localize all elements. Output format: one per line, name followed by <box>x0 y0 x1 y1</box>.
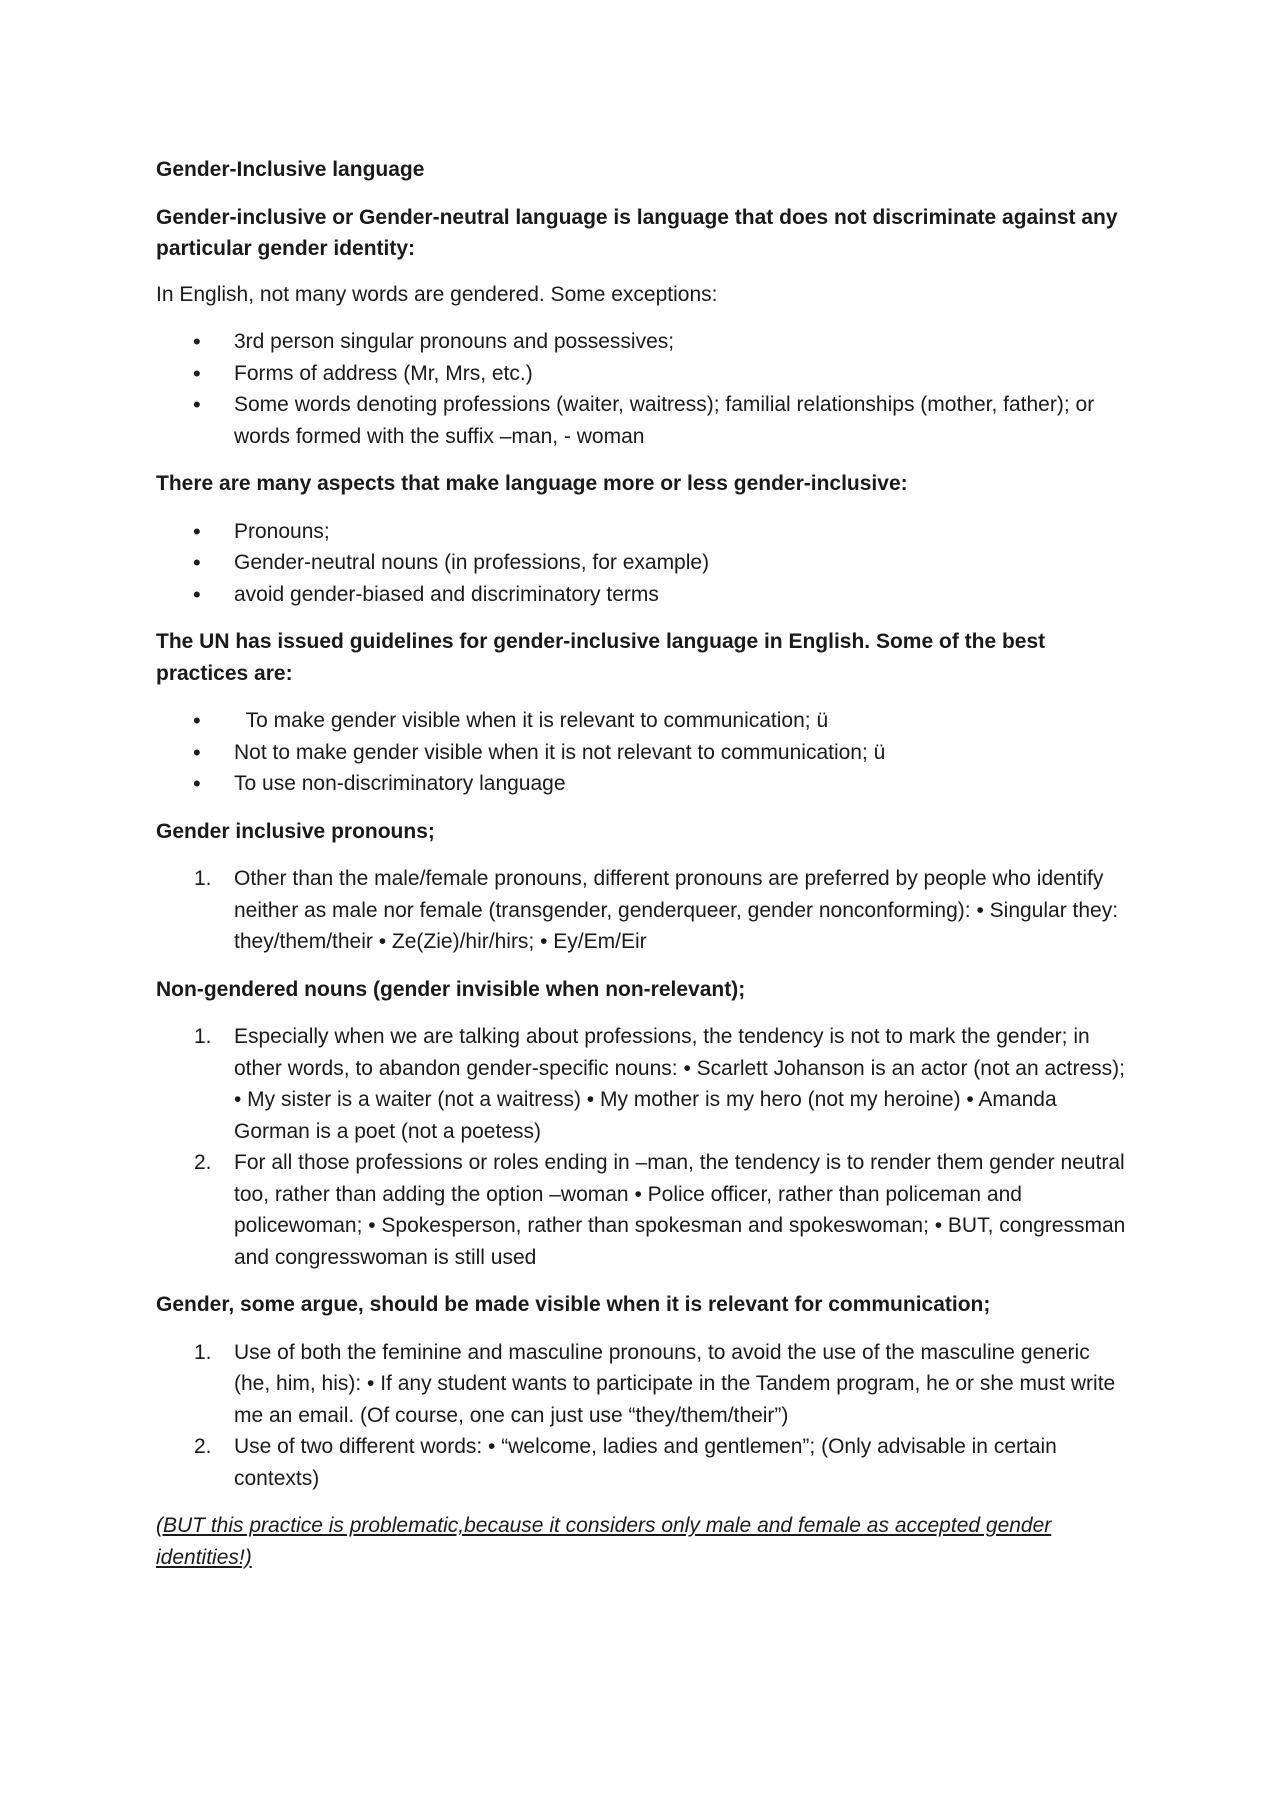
list-item: • Gender-neutral nouns (in professions, for example) <box>156 547 1131 579</box>
bullet-marker: • <box>193 739 201 765</box>
bullet-marker: • <box>193 392 201 417</box>
bullet-marker: • <box>193 581 201 607</box>
document-page <box>156 154 1131 1573</box>
exceptions-list <box>156 326 1131 452</box>
list-item: 1. Especially when we are talking about professions, the tendency is not to mark the gender; in other words, to abandon gender-specific nouns: • Scarlett Johanson is an actor (not an actress); • My sister is a waiter (not a waitress) • My mother is my hero (not my heroine) • Amanda Gorman is a poet (not a poetess) <box>156 1021 1131 1147</box>
un-guidelines-heading: The UN has issued guidelines for gender-inclusive language in English. Some of the best practices are: <box>156 630 1046 685</box>
list-item: • Pronouns; <box>156 516 1131 548</box>
list-item: • To use non-discriminatory language <box>156 768 1131 800</box>
bullet-marker: • <box>193 708 201 733</box>
closing-note: (BUT this practice is problematic,because it considers only male and female as accepted gender identities!) <box>156 1514 1052 1569</box>
list-item: 1. Use of both the feminine and masculine pronouns, to avoid the use of the masculine generic (he, him, his): • If any student wants to participate in the Tandem program, he or she must write me an email. (Of course, one can just use “they/them/their”) <box>156 1337 1131 1432</box>
visible-gender-list <box>156 1337 1131 1495</box>
number-marker: 1. <box>194 867 212 890</box>
aspects-list <box>156 516 1131 611</box>
bullet-marker: • <box>193 518 201 544</box>
number-marker: 1. <box>194 1340 212 1364</box>
document-title: Gender-Inclusive language <box>156 158 425 181</box>
pronouns-list <box>156 863 1131 958</box>
bullet-marker: • <box>193 771 201 796</box>
nouns-heading: Non-gendered nouns (gender invisible when non-relevant); <box>156 977 746 1001</box>
pronouns-heading: Gender inclusive pronouns; <box>156 819 435 843</box>
list-item: • Not to make gender visible when it is not relevant to communication; ü <box>156 737 1131 769</box>
intro-text: In English, not many words are gendered. Some exceptions: <box>156 282 718 306</box>
number-marker: 2. <box>194 1151 212 1174</box>
list-item: • To make gender visible when it is relevant to communication; ü <box>156 705 1131 737</box>
list-item: • Some words denoting professions (waiter, waitress); familial relationships (mother, father); or words formed with the suffix –man, - woman <box>156 389 1131 452</box>
un-practices-list <box>156 705 1131 800</box>
list-item: 2. For all those professions or roles ending in –man, the tendency is to render them gender neutral too, rather than adding the option –woman • Police officer, rather than policeman and policewoman; • Spokesperson, rather than spokesman and spokeswoman; • BUT, congressman and congresswoman is still used <box>156 1147 1131 1273</box>
number-marker: 2. <box>194 1435 212 1458</box>
bullet-marker: • <box>193 360 201 386</box>
definition-heading: Gender-inclusive or Gender-neutral language is language that does not discriminate against any particular gender identity: <box>156 205 1118 260</box>
bullet-marker: • <box>193 329 201 354</box>
list-item: • 3rd person singular pronouns and possessives; <box>156 326 1131 358</box>
visible-gender-heading: Gender, some argue, should be made visible when it is relevant for communication; <box>156 1293 991 1316</box>
list-item: • avoid gender-biased and discriminatory terms <box>156 579 1131 611</box>
nouns-list <box>156 1021 1131 1273</box>
list-item: 2. Use of two different words: • “welcome, ladies and gentlemen”; (Only advisable in certain contexts) <box>156 1431 1131 1494</box>
bullet-marker: • <box>193 550 201 575</box>
aspects-heading: There are many aspects that make language more or less gender-inclusive: <box>156 472 908 495</box>
list-item: 1. Other than the male/female pronouns, different pronouns are preferred by people who identify neither as male nor female (transgender, genderqueer, gender nonconforming): • Singular they: they/them/their • Ze(Zie)/hir/hirs; • Ey/Em/Eir <box>156 863 1131 958</box>
list-item: • Forms of address (Mr, Mrs, etc.) <box>156 358 1131 390</box>
number-marker: 1. <box>194 1025 212 1048</box>
